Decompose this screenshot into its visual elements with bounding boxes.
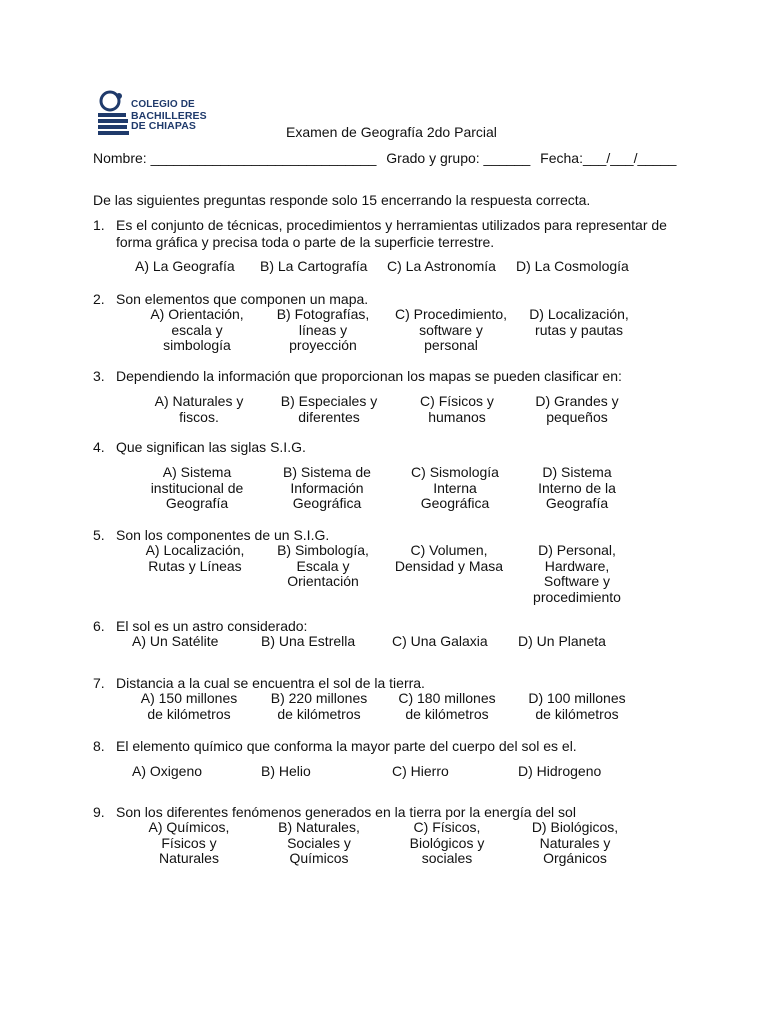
- option-b[interactable]: B) Fotografías, líneas y proyección: [276, 306, 370, 353]
- option-a[interactable]: A) Un Satélite: [132, 633, 219, 649]
- question-number: 3.: [93, 368, 105, 384]
- question-number: 5.: [93, 527, 105, 543]
- logo-line-2: BACHILLERES: [131, 109, 207, 122]
- instructions: De las siguientes preguntas responde solo 15 encerrando la respuesta correcta.: [93, 192, 591, 208]
- option-a[interactable]: A) La Geografía: [135, 258, 235, 274]
- question-stem: Son elementos que componen un mapa.: [116, 291, 369, 307]
- question-stem: Son los componentes de un S.I.G.: [116, 527, 330, 543]
- option-c[interactable]: C) 180 millones de kilómetros: [398, 690, 496, 722]
- logo-line-3: DE CHIAPAS: [131, 120, 196, 132]
- option-c[interactable]: C) Volumen, Densidad y Masa: [394, 542, 504, 574]
- option-c[interactable]: C) Físicos, Biológicos y sociales: [409, 819, 485, 866]
- question-stem: Distancia a la cual se encuentra el sol de la tierra.: [116, 675, 425, 691]
- grade-field[interactable]: Grado y grupo: ______: [386, 150, 531, 166]
- option-a[interactable]: A) Químicos, Físicos y Naturales: [148, 819, 230, 866]
- option-d[interactable]: D) Localización, rutas y pautas: [529, 306, 629, 338]
- logo-line-1: COLEGIO DE: [131, 99, 195, 110]
- question-number: 1.: [93, 217, 105, 233]
- option-c[interactable]: C) Hierro: [392, 763, 449, 779]
- option-c[interactable]: C) Una Galaxia: [392, 633, 488, 649]
- option-d[interactable]: D) Hidrogeno: [518, 763, 602, 779]
- option-d[interactable]: D) Sistema Interno de la Geografía: [538, 464, 616, 511]
- option-c[interactable]: C) Físicos y humanos: [420, 393, 494, 425]
- question-stem: Son los diferentes fenómenos generados en la tierra por la energía del sol: [116, 804, 576, 820]
- question-number: 2.: [93, 291, 105, 307]
- option-d[interactable]: D) La Cosmología: [516, 258, 629, 274]
- question-stem: Dependiendo la información que proporcionan los mapas se pueden clasificar en:: [116, 368, 622, 384]
- books-logo-icon: [97, 89, 131, 135]
- option-d[interactable]: D) 100 millones de kilómetros: [528, 690, 626, 722]
- option-a[interactable]: A) Localización, Rutas y Líneas: [145, 542, 245, 574]
- option-a[interactable]: A) 150 millones de kilómetros: [140, 690, 238, 722]
- option-d[interactable]: D) Personal, Hardware, Software y procedimiento: [533, 542, 621, 605]
- question-number: 8.: [93, 738, 105, 754]
- option-b[interactable]: B) 220 millones de kilómetros: [270, 690, 368, 722]
- option-d[interactable]: D) Biológicos, Naturales y Orgánicos: [531, 819, 619, 866]
- option-a[interactable]: A) Orientación, escala y simbología: [150, 306, 244, 353]
- option-c[interactable]: C) La Astronomía: [387, 258, 496, 274]
- question-number: 6.: [93, 618, 105, 634]
- option-b[interactable]: B) La Cartografía: [260, 258, 368, 274]
- option-c[interactable]: C) Procedimiento, software y personal: [394, 306, 508, 353]
- exam-title: Examen de Geografía 2do Parcial: [286, 124, 497, 140]
- option-b[interactable]: B) Sistema de Información Geográfica: [283, 464, 371, 511]
- option-a[interactable]: A) Naturales y fiscos.: [154, 393, 244, 425]
- question-stem: Que significan las siglas S.I.G.: [116, 439, 306, 455]
- question-number: 9.: [93, 804, 105, 820]
- question-stem: El elemento químico que conforma la mayor parte del cuerpo del sol es el.: [116, 738, 577, 754]
- option-b[interactable]: B) Una Estrella: [261, 633, 356, 649]
- student-info-line: [93, 150, 682, 166]
- option-c[interactable]: C) Sismología Interna Geográfica: [411, 464, 499, 511]
- option-b[interactable]: B) Helio: [261, 763, 311, 779]
- option-b[interactable]: B) Simbología, Escala y Orientación: [277, 542, 369, 589]
- option-b[interactable]: B) Naturales, Sociales y Químicos: [278, 819, 360, 866]
- question-stem: Es el conjunto de técnicas, procedimientos y herramientas utilizados para representar de forma gráfica y precisa toda o parte de la superficie terrestre.: [116, 217, 667, 250]
- option-d[interactable]: D) Grandes y pequeños: [535, 393, 619, 425]
- date-field[interactable]: Fecha:___/___/_____: [540, 150, 677, 166]
- school-logo: [97, 89, 217, 135]
- question-number: 4.: [93, 439, 105, 455]
- option-d[interactable]: D) Un Planeta: [518, 633, 606, 649]
- option-a[interactable]: A) Oxigeno: [132, 763, 203, 779]
- option-a[interactable]: A) Sistema institucional de Geografía: [150, 464, 244, 511]
- question-stem: El sol es un astro considerado:: [116, 618, 308, 634]
- name-field[interactable]: Nombre: _____________________________: [93, 150, 377, 166]
- question-number: 7.: [93, 675, 105, 691]
- option-b[interactable]: B) Especiales y diferentes: [280, 393, 378, 425]
